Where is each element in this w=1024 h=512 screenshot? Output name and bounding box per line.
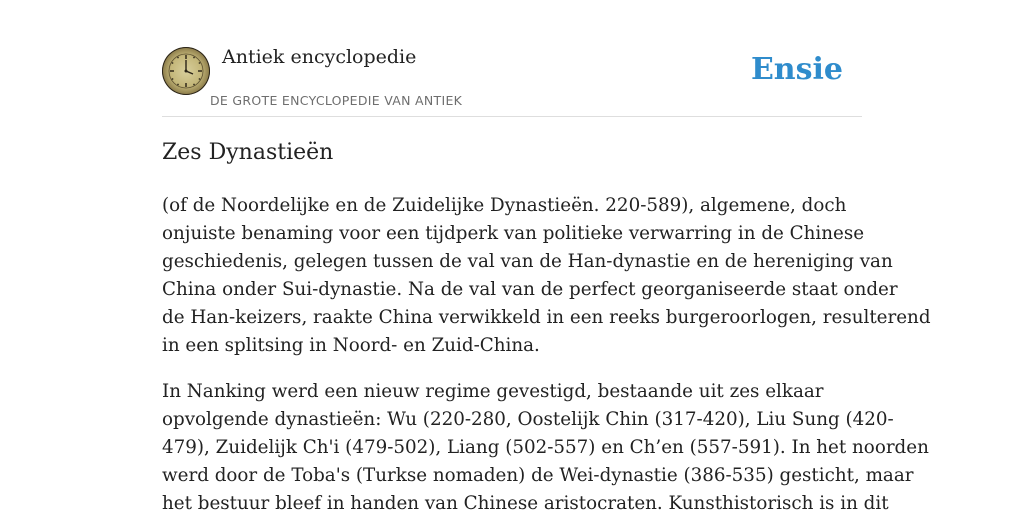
text-line: onjuiste benaming voor een tijdperk van politieke verwarring in de Chinese [162,223,865,244]
text-line: werd door de Toba's (Turkse nomaden) de Wei-dynastie (386-535) gesticht, maar [162,465,914,486]
text-line: (of de Noordelijke en de Zuidelijke Dynastieën. 220-589), algemene, doch [162,195,847,216]
text-line: China onder Sui-dynastie. Na de val van de perfect georganiseerde staat onder [162,279,898,300]
site-name[interactable]: Antiek encyclopedie [222,46,417,68]
text-line: in een splitsing in Noord- en Zuid-China. [162,335,540,356]
text-line: de Han-keizers, raakte China verwikkeld in een reeks burgeroorlogen, resulterend [162,307,931,328]
article-title: Zes Dynastieën [162,140,334,165]
clock-icon[interactable] [162,47,210,95]
text-line: In Nanking werd een nieuw regime gevestigd, bestaande uit zes elkaar [162,381,824,402]
site-header [162,40,862,117]
article-paragraph-1 [162,192,931,360]
text-line: geschiedenis, gelegen tussen de val van de Han-dynastie en de hereniging van [162,251,893,272]
text-line: het bestuur bleef in handen van Chinese aristocraten. Kunsthistorisch is in dit [162,493,889,512]
site-tagline: DE GROTE ENCYCLOPEDIE VAN ANTIEK [210,93,463,108]
article-paragraph-2 [162,378,929,512]
text-line: opvolgende dynastieën: Wu (220-280, Oostelijk Chin (317-420), Liu Sung (420- [162,409,894,430]
ensie-logo-link[interactable]: Ensie [750,52,843,87]
text-line: 479), Zuidelijk Ch'i (479-502), Liang (502-557) en Ch’en (557-591). In het noorden [162,437,929,458]
article-body [162,192,931,512]
